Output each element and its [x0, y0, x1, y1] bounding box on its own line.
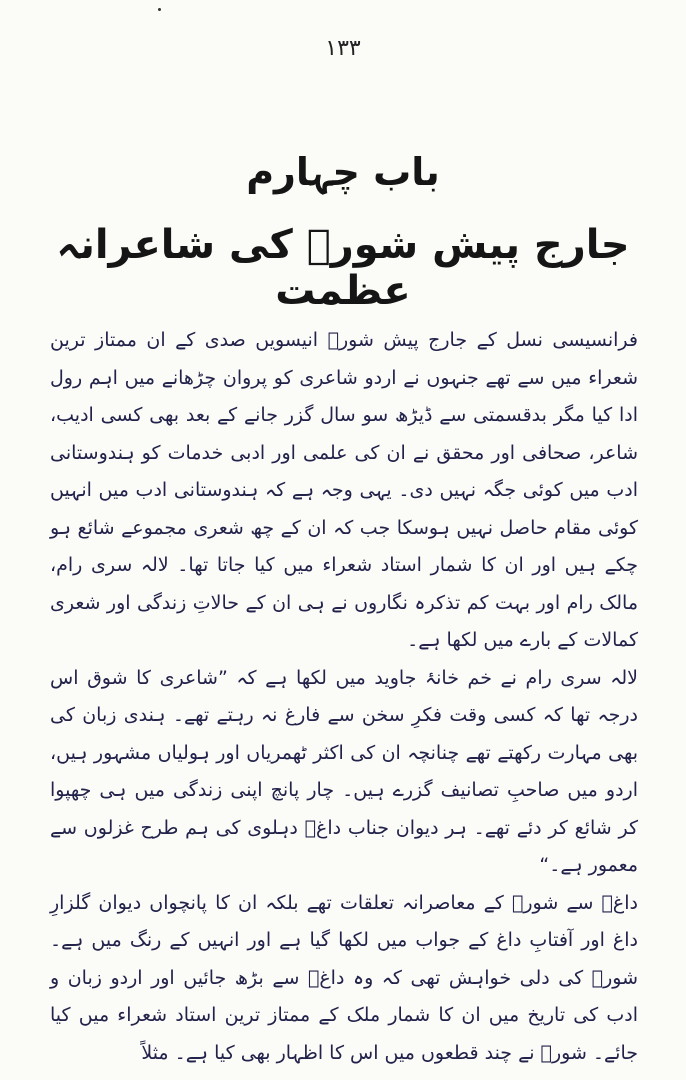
- page-number: ۱۳۳: [325, 36, 361, 61]
- body-text: [50, 322, 638, 1072]
- paragraph-1: فرانسیسی نسل کے جارج پیش شورؔ انیسویں صدی کے ان ممتاز ترین شعراء میں سے تھے جنہوں نے اردو شاعری کو پروان چڑھانے میں اہم رول ادا کیا مگر بدقسمتی سے ڈیڑھ سو سال گزر جانے کے بعد بھی کسی ادیب، شاعر، صحافی اور محقق نے ان کی علمی اور ادبی خدمات کو ہندوستانی ادب میں کوئی جگہ نہیں دی۔ یہی وجہ ہے کہ ہندوستانی ادب میں انہیں کوئی مقام حاصل نہیں ہوسکا جب کہ ان کے چھ شعری مجموعے شائع ہو چکے ہیں اور ان کا شمار استاد شعراء میں کیا جاتا تھا۔ لالہ سری رام، مالک رام اور بہت کم تذکرہ نگاروں نے ہی ان کے حالاتِ زندگی اور شعری کمالات کے بارے میں لکھا ہے۔: [50, 329, 638, 651]
- paragraph-2: لالہ سری رام نے خم خانۂ جاوید میں لکھا ہے کہ ”شاعری کا شوق اس درجہ تھا کہ کسی وقت فکرِ سخن سے فارغ نہ رہتے تھے۔ ہندی زبان کی بھی مہارت رکھتے تھے چنانچہ ان کی اکثر ٹھمریاں اور ہولیاں مشہور ہیں، اردو میں صاحبِ تصانیف گزرے ہیں۔ چار پانچ اپنی زندگی میں ہی چھپوا کر شائع کر دئے تھے۔ ہر دیوان جناب داغؔ دہلوی کی ہم طرح غزلوں سے معمور ہے۔“: [50, 666, 638, 876]
- chapter-title: جارج پیش شورؔ کی شاعرانہ عظمت: [56, 222, 630, 314]
- ink-speck: [158, 8, 161, 11]
- chapter-heading: باب چہارم: [246, 150, 440, 194]
- paragraph-3: داغؔ سے شورؔ کے معاصرانہ تعلقات تھے بلکہ ان کا پانچواں دیوان گلزارِ داغ اور آفتابِ داغ کے جواب میں لکھا گیا ہے اور انہیں کے رنگ میں ہے۔ شورؔ کی دلی خواہش تھی کہ وہ داغؔ سے بڑھ جائیں اور اردو زبان و ادب کی تاریخ میں ان کا شمار ملک کے ممتاز ترین استاد شعراء میں کیا جائے۔ شورؔ نے چند قطعوں میں اس کا اظہار بھی کیا ہے۔ مثلاً: [50, 891, 638, 1064]
